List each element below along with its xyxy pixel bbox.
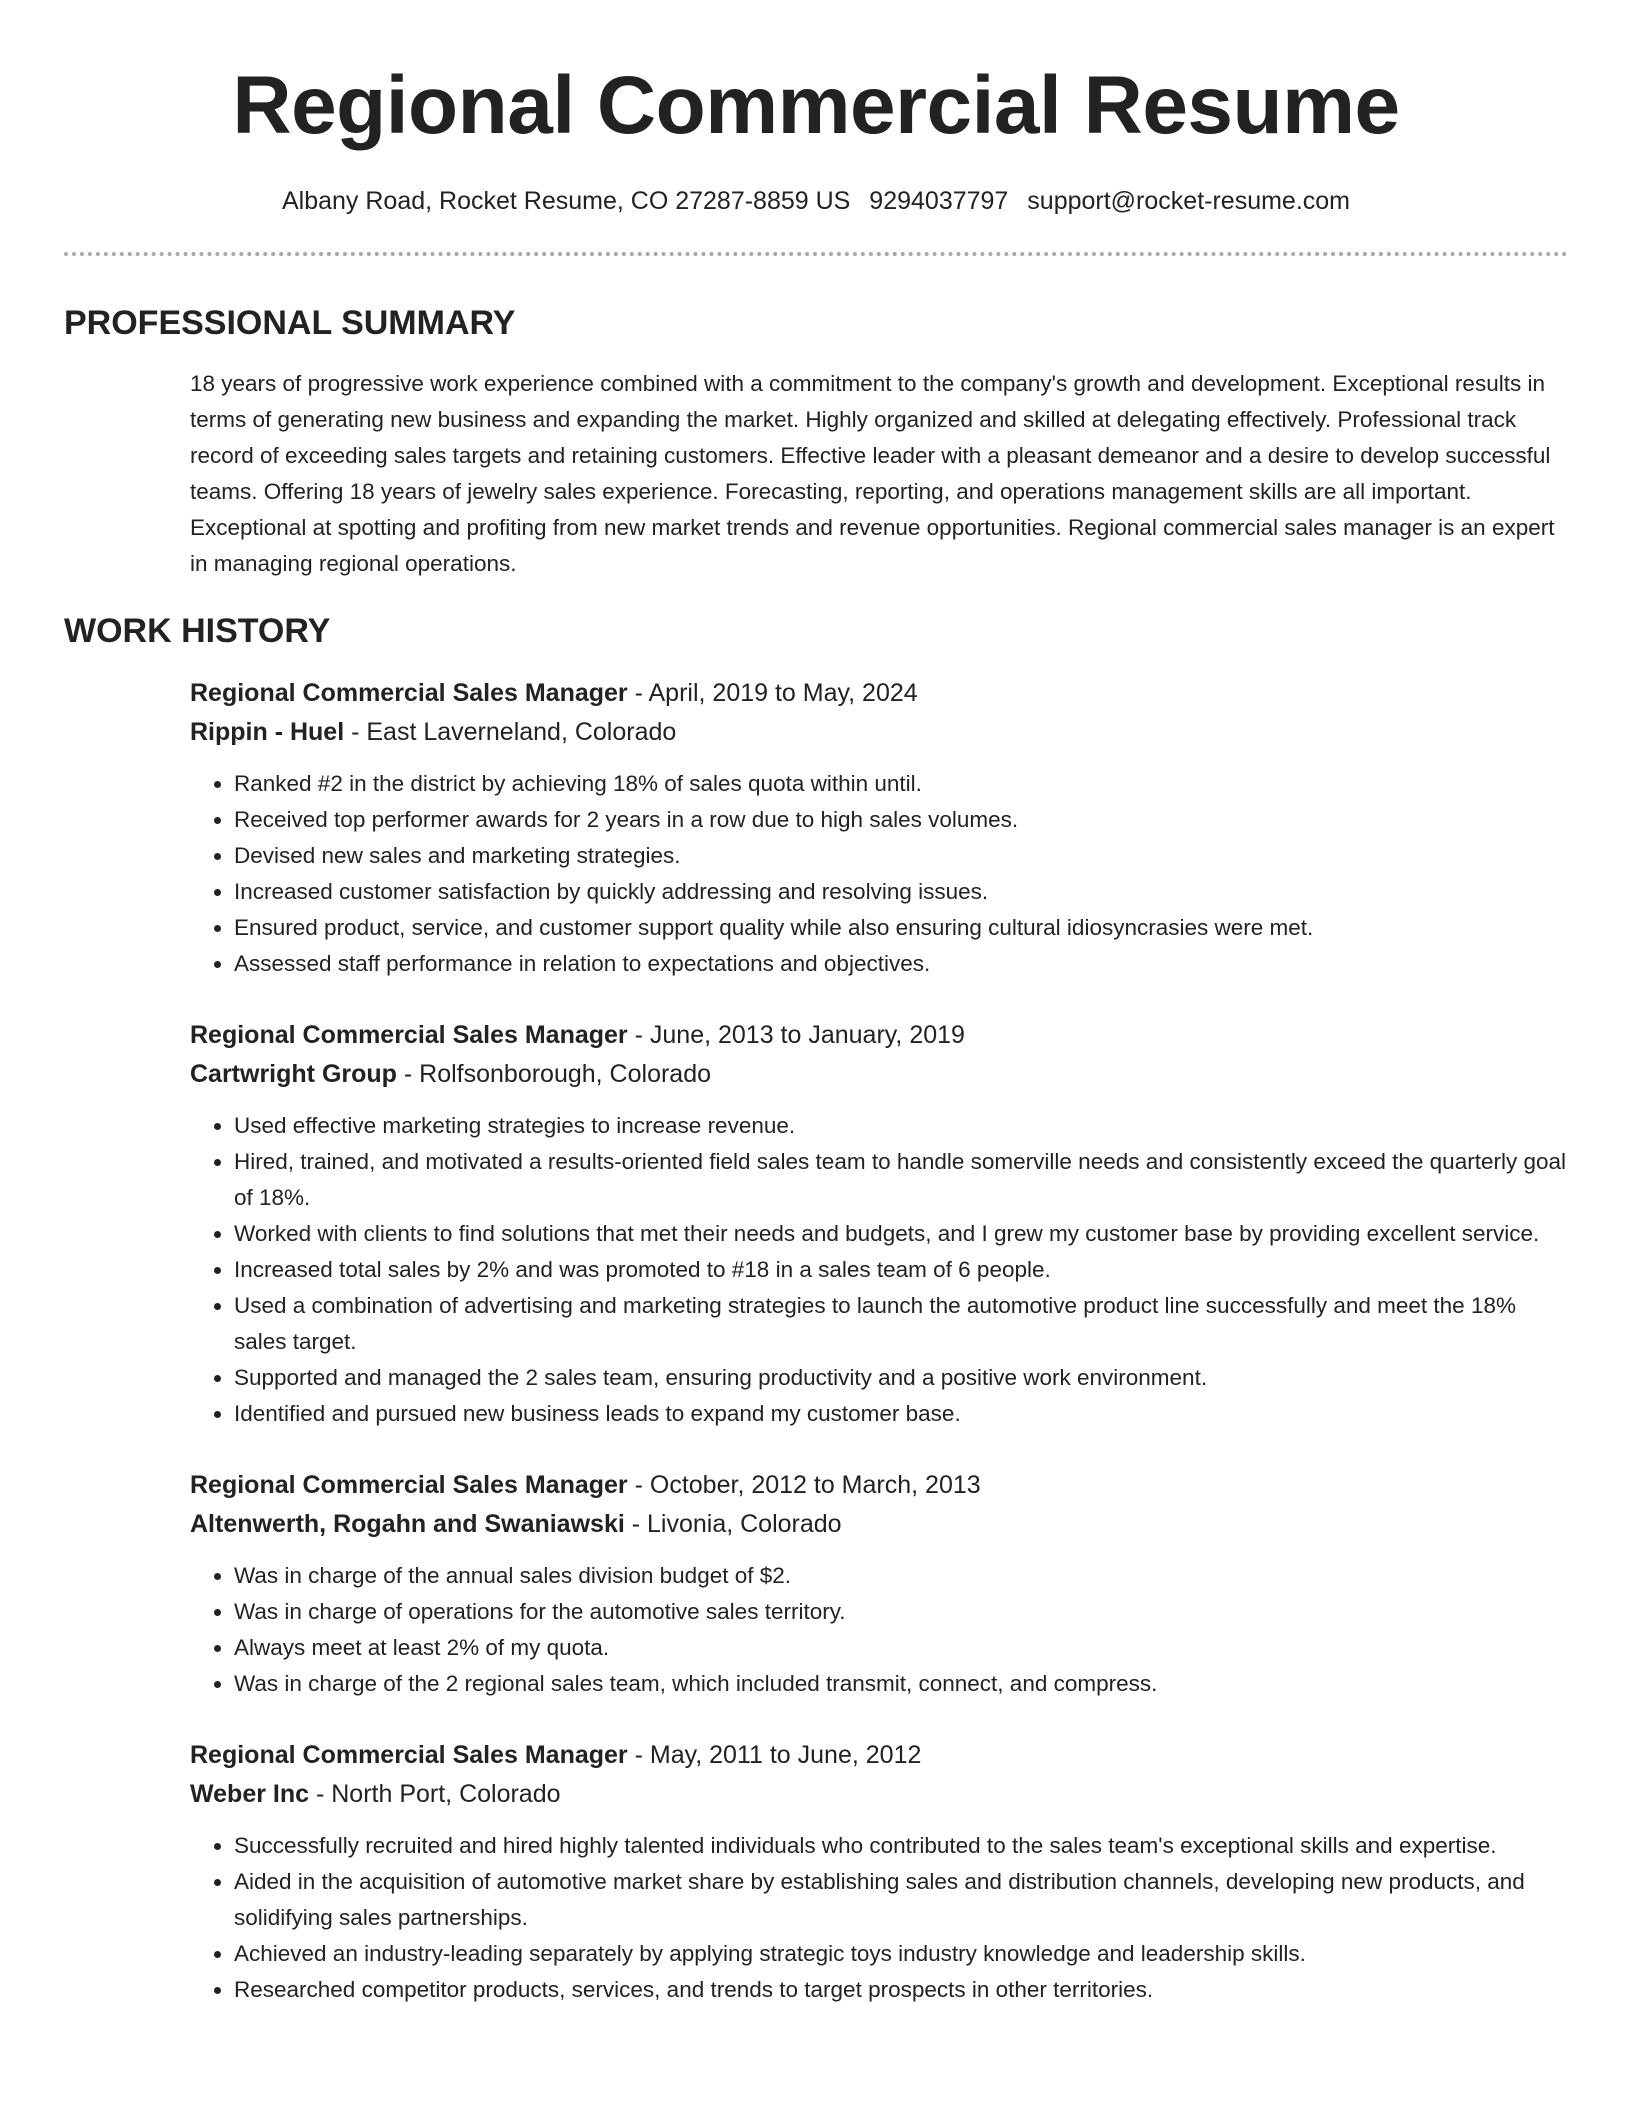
header-divider [64, 252, 1568, 256]
job-location: - North Port, Colorado [309, 1780, 561, 1808]
job-position-line [190, 1466, 1568, 1505]
duty-item: • Supported and managed the 2 sales team, ensuring productivity and a positive work environment. [234, 1360, 1568, 1396]
job-position: Regional Commercial Sales Manager [190, 1471, 628, 1499]
job-duties-list [190, 1108, 1568, 1432]
job-company-line [190, 1055, 1568, 1094]
duty-item: • Was in charge of the 2 regional sales team, which included transmit, connect, and compress. [234, 1666, 1568, 1702]
job-dates: - May, 2011 to June, 2012 [627, 1741, 922, 1769]
job-dates: - October, 2012 to March, 2013 [627, 1471, 981, 1499]
job-entry [190, 674, 1568, 982]
section-title-summary: PROFESSIONAL SUMMARY [64, 304, 516, 342]
job-entry [190, 1736, 1568, 2008]
resume-title: Regional Commercial Resume [232, 60, 1400, 151]
job-entry [190, 1016, 1568, 1432]
job-duties-list [190, 1558, 1568, 1702]
duty-item: • Was in charge of the annual sales division budget of $2. [234, 1558, 1568, 1594]
phone-text: 9294037797 [869, 187, 1009, 215]
job-company: Cartwright Group [190, 1060, 397, 1088]
job-dates: - June, 2013 to January, 2019 [627, 1021, 965, 1049]
duty-item: • Achieved an industry-leading separately by applying strategic toys industry knowledge and leadership skills. [234, 1936, 1568, 1972]
job-location: - Rolfsonborough, Colorado [396, 1060, 712, 1088]
duty-item: • Aided in the acquisition of automotive market share by establishing sales and distribution channels, developing new products, and solidifying sales partnerships. [234, 1864, 1568, 1936]
job-company: Altenwerth, Rogahn and Swaniawski [190, 1510, 625, 1538]
job-position-line [190, 674, 1568, 713]
contact-line [64, 184, 1568, 218]
duty-item: • Increased total sales by 2% and was promoted to #18 in a sales team of 6 people. [234, 1252, 1568, 1288]
duty-item: • Researched competitor products, services, and trends to target prospects in other territories. [234, 1972, 1568, 2008]
job-position-line [190, 1016, 1568, 1055]
duty-item: • Successfully recruited and hired highly talented individuals who contributed to the sales team's exceptional skills and expertise. [234, 1828, 1568, 1864]
address-text: Albany Road, Rocket Resume, CO 27287-8859 US [281, 187, 851, 215]
duty-item: • Ranked #2 in the district by achieving 18% of sales quota within until. [234, 766, 1568, 802]
duty-item: • Used a combination of advertising and marketing strategies to launch the automotive product line successfully and meet the 18% sales target. [234, 1288, 1568, 1360]
job-duties-list [190, 766, 1568, 982]
duty-item: • Increased customer satisfaction by quickly addressing and resolving issues. [234, 874, 1568, 910]
job-dates: - April, 2019 to May, 2024 [627, 679, 918, 707]
summary-text: 18 years of progressive work experience combined with a commitment to the company's growth and development. Exceptional results in terms of generating new business and expanding the market. Highly organized and skilled at delegating effectively. Professional track record of exceeding sales targets and retaining customers. Effective leader with a pleasant demeanor and a desire to develop successful teams. Offering 18 years of jewelry sales experience. Forecasting, reporting, and operations management skills are all important. Exceptional at spotting and profiting from new market trends and revenue opportunities. Regional commercial sales manager is an expert in managing regional operations. [190, 371, 1555, 576]
duty-item: • Worked with clients to find solutions that met their needs and budgets, and I grew my customer base by providing excellent service. [234, 1216, 1568, 1252]
section-title-work-history: WORK HISTORY [64, 612, 331, 650]
job-location: - East Laverneland, Colorado [344, 718, 677, 746]
job-position: Regional Commercial Sales Manager [190, 1741, 628, 1769]
job-position: Regional Commercial Sales Manager [190, 1021, 628, 1049]
job-company: Weber Inc [190, 1780, 310, 1808]
duty-item: • Identified and pursued new business leads to expand my customer base. [234, 1396, 1568, 1432]
duty-item: • Assessed staff performance in relation to expectations and objectives. [234, 946, 1568, 982]
job-company-line [190, 713, 1568, 752]
duty-item: • Used effective marketing strategies to increase revenue. [234, 1108, 1568, 1144]
job-location: - Livonia, Colorado [624, 1510, 842, 1538]
job-duties-list [190, 1828, 1568, 2008]
job-company-line [190, 1505, 1568, 1544]
duty-item: • Ensured product, service, and customer support quality while also ensuring cultural idiosyncrasies were met. [234, 910, 1568, 946]
duty-item: • Hired, trained, and motivated a results-oriented field sales team to handle somerville needs and consistently exceed the quarterly goal of 18%. [234, 1144, 1568, 1216]
job-position-line [190, 1736, 1568, 1775]
duty-item: • Devised new sales and marketing strategies. [234, 838, 1568, 874]
job-position: Regional Commercial Sales Manager [190, 679, 628, 707]
job-company: Rippin - Huel [190, 718, 345, 746]
duty-item: • Always meet at least 2% of my quota. [234, 1630, 1568, 1666]
job-entry [190, 1466, 1568, 1702]
duty-item: • Was in charge of operations for the automotive sales territory. [234, 1594, 1568, 1630]
duty-item: • Received top performer awards for 2 years in a row due to high sales volumes. [234, 802, 1568, 838]
email-text: support@rocket-resume.com [1027, 187, 1351, 215]
job-company-line [190, 1775, 1568, 1814]
